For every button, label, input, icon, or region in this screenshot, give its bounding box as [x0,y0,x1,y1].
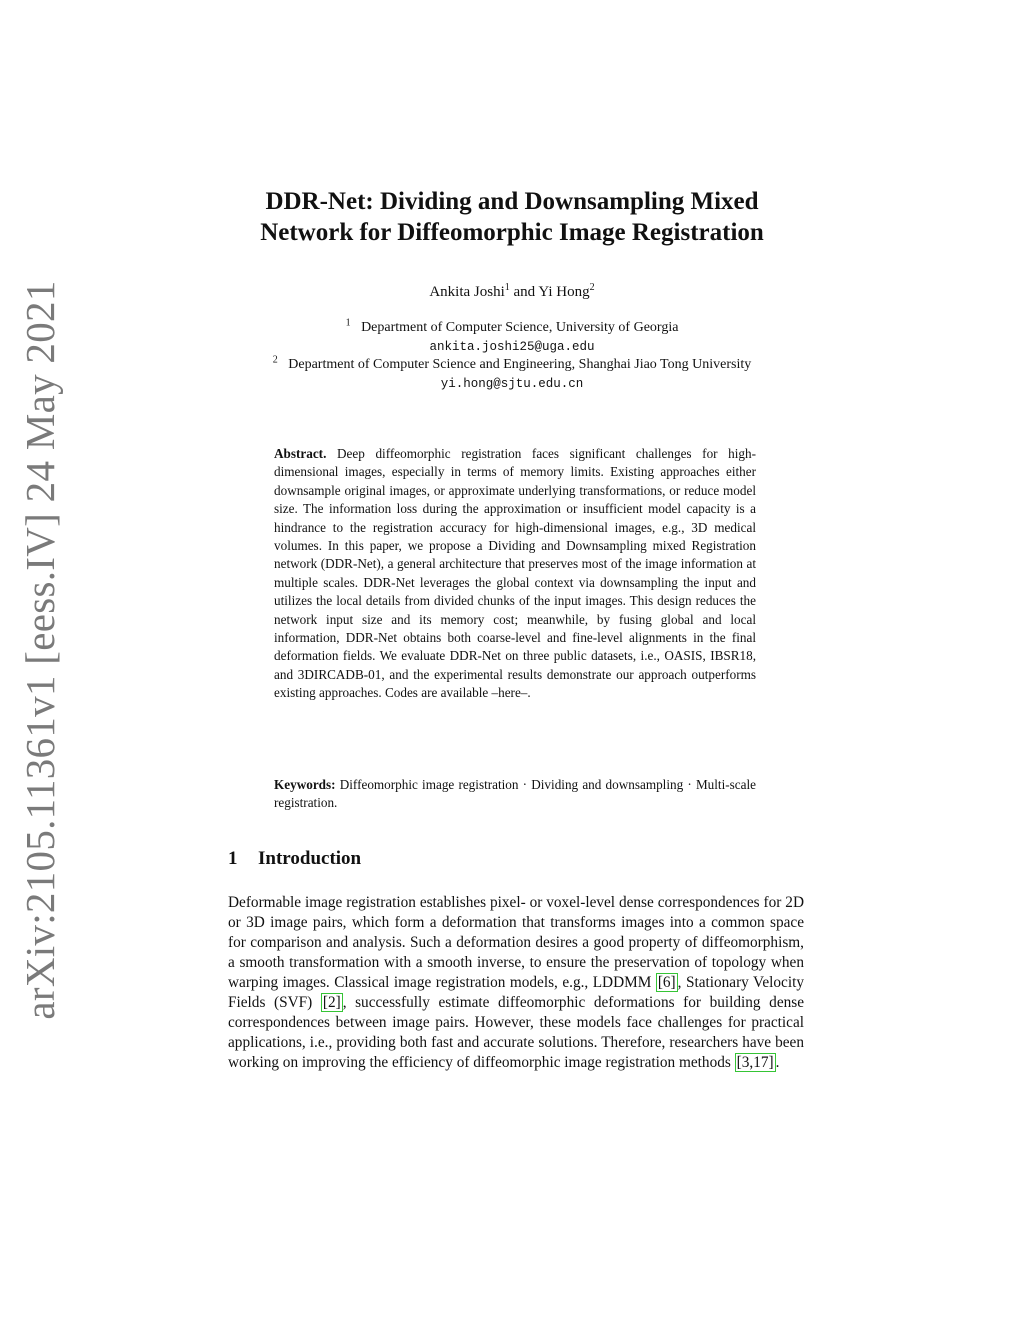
citation-link[interactable]: [2] [322,994,341,1011]
keywords-text: Diffeomorphic image registration · Dividing and downsampling · Multi-scale registration. [274,777,757,811]
citation-link[interactable]: [6] [657,974,676,991]
intro-text: , Stationary Velocity Fields (SVF) [228,974,804,1011]
paper-title [0,186,1024,248]
affiliation-2 [0,356,1024,374]
affiliation-superscript: 1 [345,317,351,329]
affiliation-superscript: 2 [272,354,278,366]
intro-text: Deformable image registration establishes pixel- or voxel-level dense correspondences for 2D or 3D image pairs, which form a deformation that transforms images into a common space for comparison and analysis. Such a deformation desires a good property of diffeomorphism, a smooth transformation with a smooth inverse, to ensure the preservation of topology when warping images. Classical image registration models, e.g., LDDMM [228,894,804,991]
author-superscript: 1 [504,282,510,293]
title-line-2: Network for Diffeomorphic Image Registration [260,219,764,246]
keywords-label: Keywords: [274,777,336,792]
citation-link[interactable]: [3,17] [736,1054,774,1071]
author-name: Ankita Joshi [429,284,505,300]
abstract-text: Deep diffeomorphic registration faces significant challenges for high-dimensional images, especially in terms of memory limits. Existing approaches either downsample original images, or approximate underlying transformations, or reduce model size. The information loss during the approximation or insufficient model capacity is a hindrance to the registration accuracy for high-dimensional images, e.g., 3D medical volumes. In this paper, we propose a Dividing and Downsampling mixed Registration network (DDR-Net), a general architecture that preserves most of the image information at multiple scales. DDR-Net leverages the global context via downsampling the input and utilizes the local details from divided chunks of the input images. This design reduces the network input size and its memory cost; meanwhile, by fusing global and local information, DDR-Net obtains both coarse-level and fine-level alignments in the final deformation fields. We evaluate DDR-Net on three public datasets, i.e., OASIS, IBSR18, and 3DIRCADB-01, and the experimental results demonstrate our approach outperforms existing approaches. Codes are available –here–. [274,446,757,701]
arxiv-identifier: arXiv:2105.11361v1 [eess.IV] 24 May 2021 [17,280,63,1020]
author-list [0,284,1024,301]
abstract-label: Abstract. [274,446,327,461]
affiliation-text: Department of Computer Science and Engineering, Shanghai Jiao Tong University [288,357,752,372]
introduction-paragraph [228,893,804,1073]
author-superscript: 2 [589,282,595,293]
keywords [274,776,756,813]
author-name: Yi Hong [538,284,590,300]
affiliation-text: Department of Computer Science, University of Georgia [361,320,679,335]
intro-text: , successfully estimate diffeomorphic deformations for building dense correspondences between image pairs. However, these models face challenges for practical applications, i.e., providing both fast and accurate solutions. Therefore, researchers have been working on improving the efficiency of diffeomorphic image registration methods [228,994,804,1071]
section-heading-introduction [228,848,361,870]
affiliation-2-email[interactable]: yi.hong@sjtu.edu.cn [440,377,584,391]
affiliation-1-email[interactable]: ankita.joshi25@uga.edu [429,340,595,354]
section-number: 1 [228,848,238,869]
abstract [274,445,756,703]
affiliation-1 [0,319,1024,337]
intro-text: . [775,1054,780,1071]
title-line-1: DDR-Net: Dividing and Downsampling Mixed [265,188,759,215]
section-title: Introduction [258,848,362,869]
author-separator: and [509,284,539,300]
